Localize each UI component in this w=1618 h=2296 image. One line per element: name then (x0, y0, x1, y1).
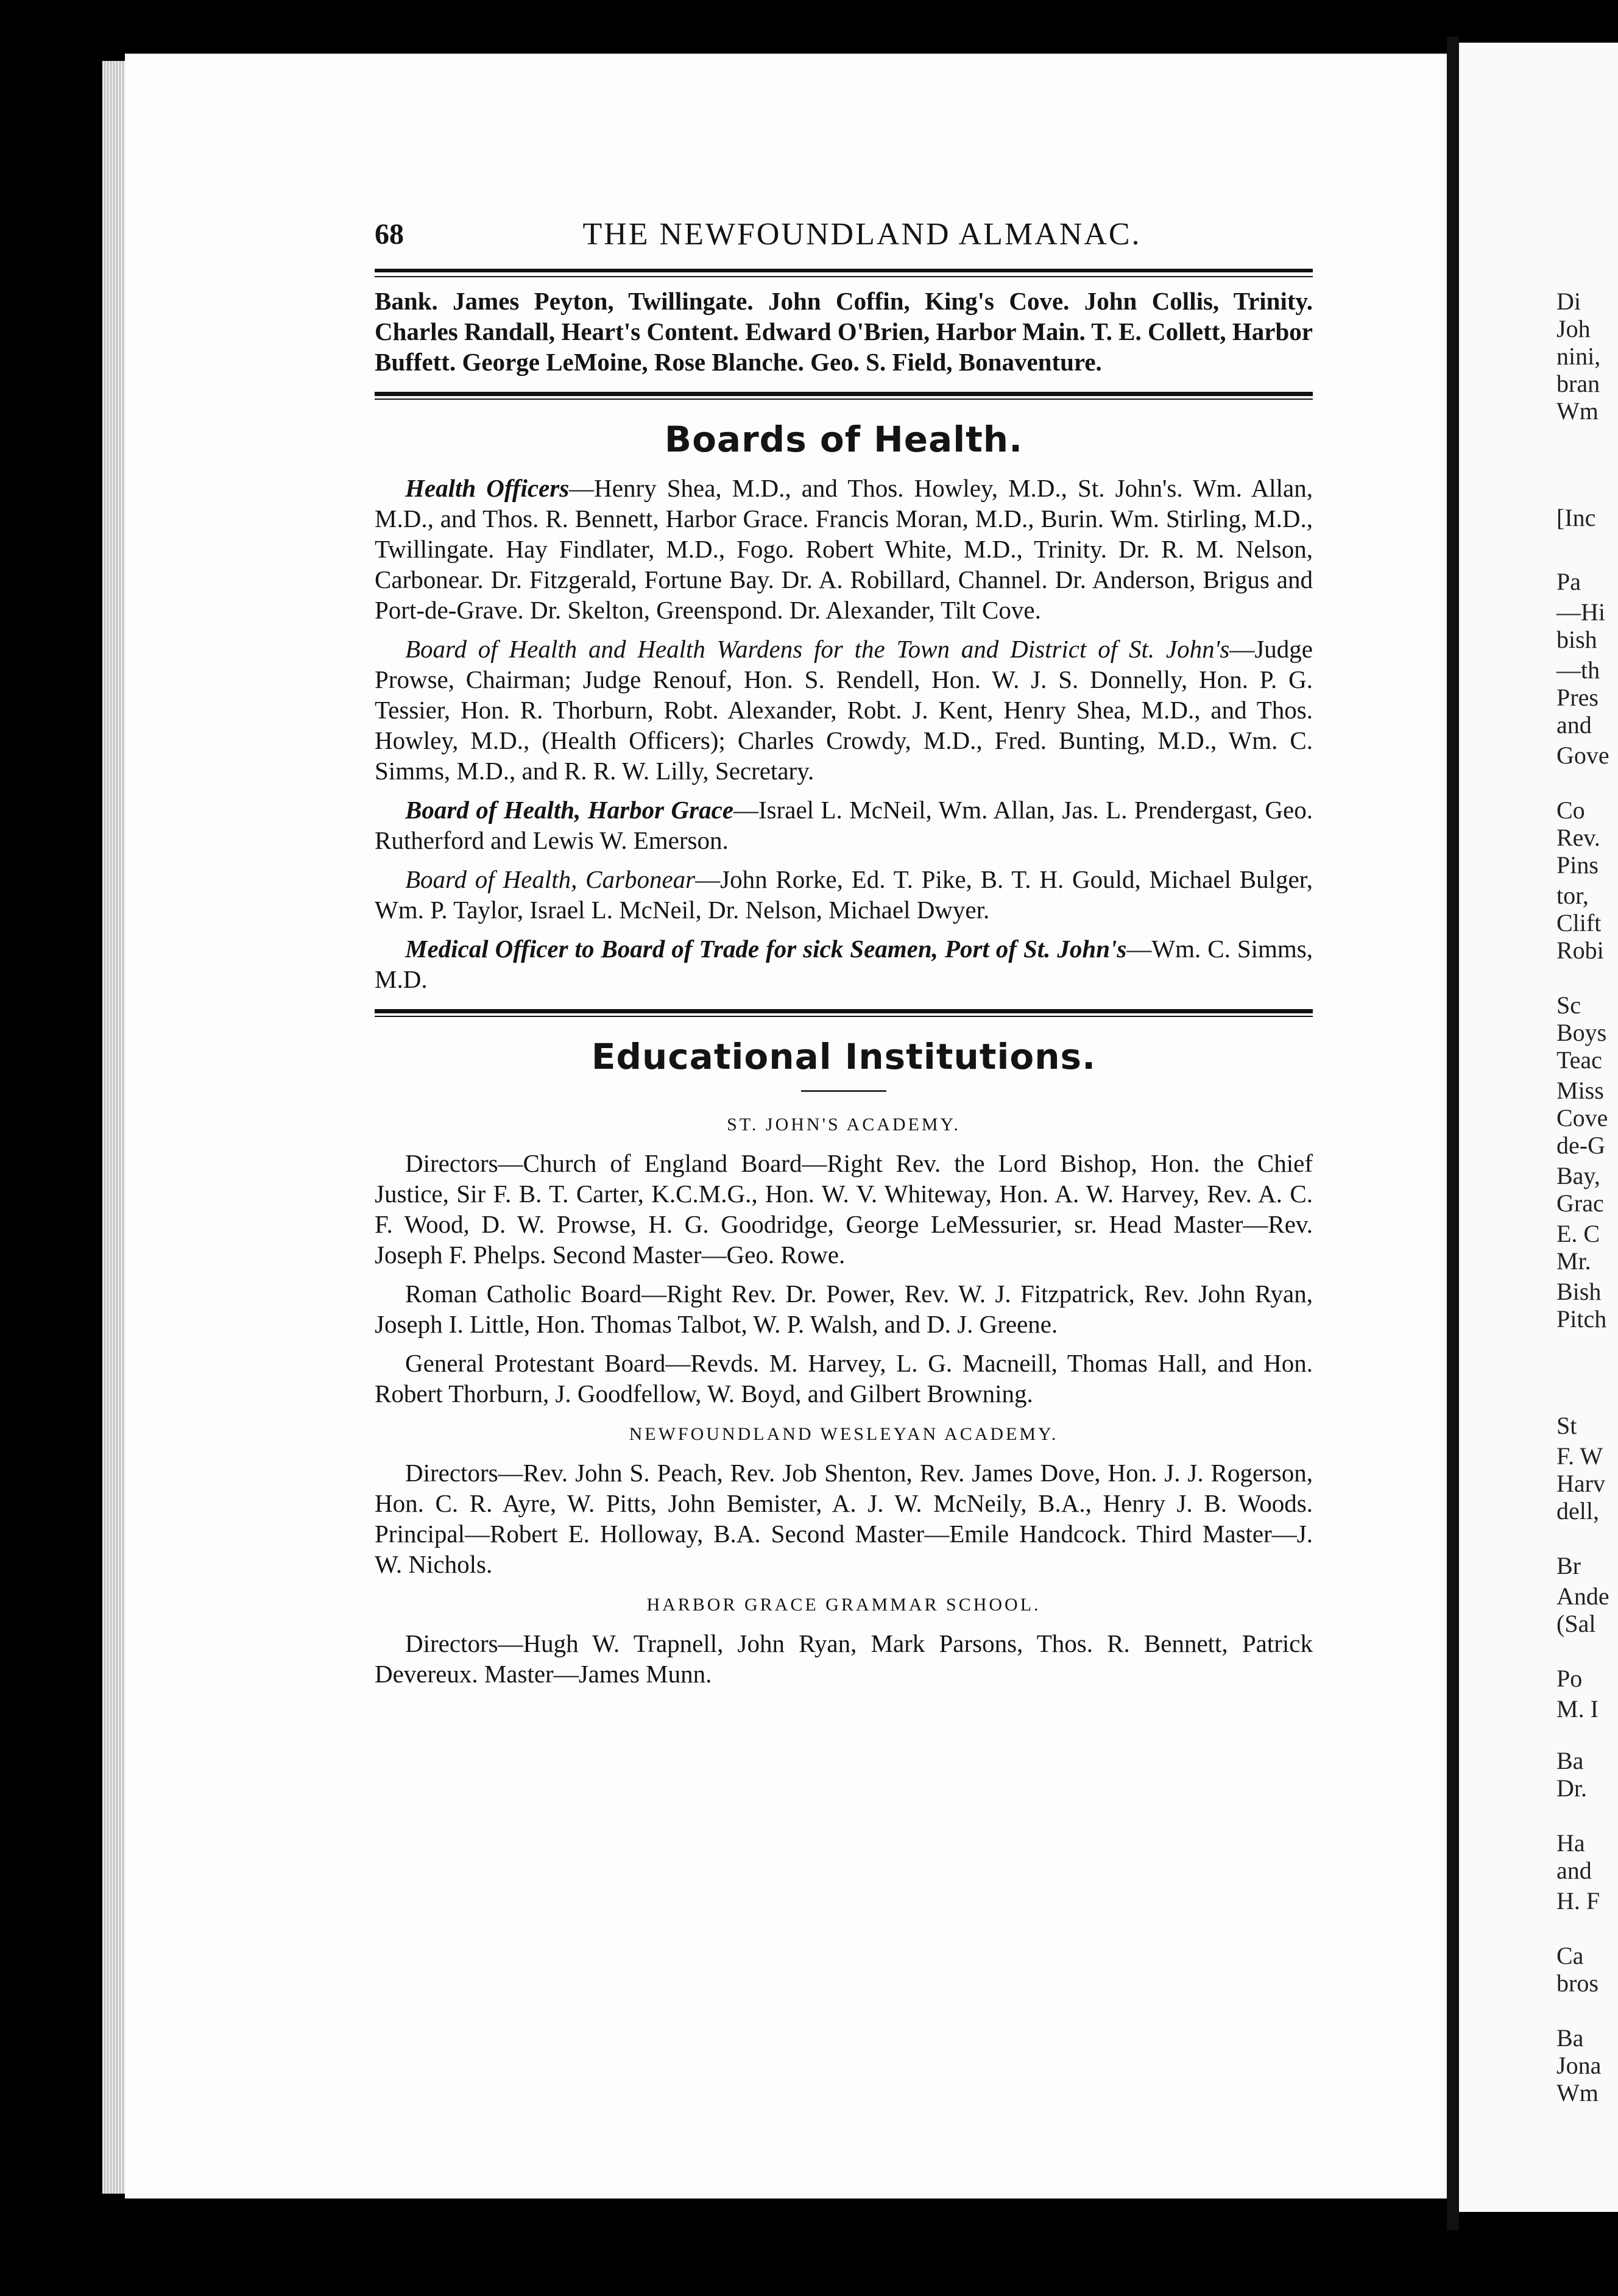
paragraph-body: —Henry Shea, M.D., and Thos. Howley, M.D., St. John's. Wm. Allan, M.D., and Thos. R. Bennett, Harbor Grace. Francis Moran, M.D., Burin. Wm. Stirling, M.D., Twillingate. Hay Findlater, M.D., Fogo. Robert White, M.D., Trinity. Dr. R. M. Nelson, Carbonear. Dr. Fitzgerald, Fortune Bay. Dr. A. Robillard, Channel. Dr. Anderson, Brigus and Port-de-Grave. Dr. Skelton, Greenspond. Dr. Alexander, Tilt Cove. (375, 474, 1313, 624)
facing-page-fragment: Robi (1556, 937, 1604, 964)
facing-page-fragment: [Inc (1556, 504, 1596, 531)
facing-page-fragment: Teac (1556, 1046, 1602, 1074)
page-content (375, 216, 1313, 1698)
school-paragraph: General Protestant Board—Revds. M. Harvey, L. G. Macneill, Thomas Hall, and Hon. Robert Thorburn, J. Goodfellow, W. Boyd, and Gilbert Browning. (375, 1349, 1313, 1408)
page-number: 68 (375, 218, 404, 250)
facing-page-fragment: de-G (1556, 1132, 1605, 1159)
top-continuation-paragraph: Bank. James Peyton, Twillingate. John Coffin, King's Cove. John Collis, Trinity. Charles Randall, Heart's Content. Edward O'Brien, Harbor Main. T. E. Collett, Harbor Buffett. George LeMoine, Rose Blanche. Geo. S. Field, Bonaventure. (375, 287, 1313, 376)
facing-page-fragment: Boys (1556, 1019, 1607, 1046)
facing-page-fragment: Grac (1556, 1189, 1604, 1217)
boards-of-health-heading: Boards of Health. (664, 419, 1023, 460)
facing-page-fragment: Ba (1556, 2024, 1584, 2052)
facing-page-fragment: Jona (1556, 2052, 1602, 2079)
school-paragraph: Directors—Rev. John S. Peach, Rev. Job Shenton, Rev. James Dove, Hon. J. J. Rogerson, Hon. C. R. Ayre, W. Pitts, John Bemister, A. J. W. McNeily, B.A., Henry J. B. Woods. Principal—Robert E. Holloway, B.A. Second Master—Emile Handcock. Third Master—J. W. Nichols. (375, 1459, 1313, 1578)
facing-page-fragment: Pitch (1556, 1305, 1607, 1333)
school-heading: HARBOR GRACE GRAMMAR SCHOOL. (646, 1595, 1041, 1615)
facing-page-fragment: Clift (1556, 909, 1602, 937)
facing-page-fragment: Wm (1556, 397, 1599, 425)
facing-page-fragment: dell, (1556, 1497, 1599, 1525)
facing-page-fragment: Mr. (1556, 1247, 1591, 1275)
school-paragraph: Roman Catholic Board—Right Rev. Dr. Power, Rev. W. J. Fitzpatrick, Rev. John Ryan, Joseph I. Little, Hon. Thomas Talbot, W. P. Walsh, and D. J. Greene. (375, 1280, 1313, 1338)
facing-page (1459, 43, 1618, 2212)
section-rule (375, 1009, 1313, 1017)
facing-page-fragment: Br (1556, 1552, 1581, 1579)
facing-page-fragment: Pa (1556, 568, 1581, 595)
paragraph-body: —Israel L. McNeil, Wm. Allan, Jas. L. Prendergast, Geo. Rutherford and Lewis W. Emerson. (375, 796, 1313, 854)
facing-page-fragment: Bay, (1556, 1162, 1600, 1189)
paragraph-lead: Health Officers (405, 474, 570, 502)
facing-page-fragment: Gove (1556, 742, 1609, 769)
section-rule (375, 392, 1313, 400)
paragraph-lead: Board of Health and Health Wardens for the Town and District of St. John's (405, 635, 1230, 663)
facing-page-fragment: F. W (1556, 1442, 1603, 1470)
facing-page-fragment: Cove (1556, 1104, 1608, 1132)
facing-page-fragment: Po (1556, 1665, 1583, 1692)
st-johns-board-paragraph (375, 634, 1313, 786)
school-heading: ST. JOHN'S ACADEMY. (727, 1114, 961, 1135)
school-heading: NEWFOUNDLAND WESLEYAN ACADEMY. (629, 1424, 1059, 1444)
paragraph-body: —Wm. C. Simms, M.D. (375, 935, 1313, 993)
paragraph-lead: Medical Officer to Board of Trade for sick Seamen, Port of St. John's (405, 935, 1127, 963)
page-edges (102, 61, 127, 2194)
running-header (375, 216, 1313, 260)
facing-page-fragment: Co (1556, 796, 1585, 824)
health-officers-paragraph (375, 473, 1313, 625)
school-paragraph: Directors—Hugh W. Trapnell, John Ryan, Mark Parsons, Thos. R. Bennett, Patrick Devereux. Master—James Munn. (375, 1629, 1313, 1688)
facing-page-fragment: and (1556, 1857, 1592, 1884)
carbonear-board-paragraph (375, 864, 1313, 925)
paragraph-lead: Board of Health, Harbor Grace (405, 796, 733, 824)
facing-page-fragment: Pres (1556, 684, 1599, 711)
facing-page-fragment: Ca (1556, 1942, 1584, 1969)
running-title: THE NEWFOUNDLAND ALMANAC. (582, 217, 1142, 252)
facing-page-fragment: Miss (1556, 1077, 1604, 1104)
book-gutter (1447, 37, 1459, 2230)
facing-page-fragment: M. I (1556, 1695, 1599, 1723)
facing-page-fragment: Ha (1556, 1829, 1585, 1857)
facing-page-fragment: —th (1556, 656, 1600, 684)
facing-page-fragment: —Hi (1556, 598, 1605, 626)
facing-page-fragment: bish (1556, 626, 1597, 653)
facing-page-fragment: Di (1556, 288, 1581, 315)
educational-institutions-heading: Educational Institutions. (591, 1036, 1097, 1077)
facing-page-fragment: Ande (1556, 1582, 1609, 1610)
harbor-grace-board-paragraph (375, 795, 1313, 856)
facing-page-fragment: Rev. (1556, 824, 1600, 851)
facing-page-fragment: E. C (1556, 1220, 1600, 1247)
facing-page-fragment: H. F (1556, 1887, 1600, 1915)
facing-page-fragment: (Sal (1556, 1610, 1596, 1637)
facing-page-fragment: Joh (1556, 315, 1591, 342)
facing-page-fragment: tor, (1556, 882, 1589, 909)
paragraph-body: —Judge Prowse, Chairman; Judge Renouf, Hon. S. Rendell, Hon. W. J. S. Donnelly, Hon. P. G. Tessier, Hon. R. Thorburn, Robt. Alexander, Robt. J. Kent, Henry Shea, M.D., and Thos. Howley, M.D., (Health Officers); Charles Crowdy, M.D., Fred. Bunting, M.D., Wm. C. Simms, M.D., and R. R. W. Lilly, Secretary. (375, 635, 1313, 785)
paragraph-body: —John Rorke, Ed. T. Pike, B. T. H. Gould, Michael Bulger, Wm. P. Taylor, Israel L. McNeil, Dr. Nelson, Michael Dwyer. (375, 865, 1313, 924)
facing-page-fragment: bran (1556, 370, 1600, 397)
facing-page-fragment: Sc (1556, 991, 1581, 1019)
facing-page-fragment: Ba (1556, 1747, 1584, 1774)
facing-page-fragment: Pins (1556, 851, 1599, 879)
heading-underline (801, 1090, 886, 1092)
facing-page-fragment: Harv (1556, 1470, 1605, 1497)
header-rule (375, 269, 1313, 277)
facing-page-fragment: bros (1556, 1969, 1599, 1997)
facing-page-fragment: Dr. (1556, 1774, 1587, 1802)
facing-page-fragment: Wm (1556, 2079, 1599, 2106)
facing-page-fragment: Bish (1556, 1278, 1602, 1305)
paragraph-lead: Board of Health, Carbonear (405, 865, 696, 893)
school-paragraph: Directors—Church of England Board—Right Rev. the Lord Bishop, Hon. the Chief Justice, Sir F. B. T. Carter, K.C.M.G., Hon. W. V. Whiteway, Hon. A. W. Harvey, Rev. A. C. F. Wood, D. W. Prowse, H. G. Goodridge, George LeMessurier, sr. Head Master—Rev. Joseph F. Phelps. Second Master—Geo. Rowe. (375, 1149, 1313, 1269)
facing-page-fragment: nini, (1556, 342, 1601, 370)
medical-officer-paragraph (375, 934, 1313, 994)
facing-page-fragment: and (1556, 711, 1592, 739)
facing-page-fragment: St (1556, 1412, 1577, 1439)
